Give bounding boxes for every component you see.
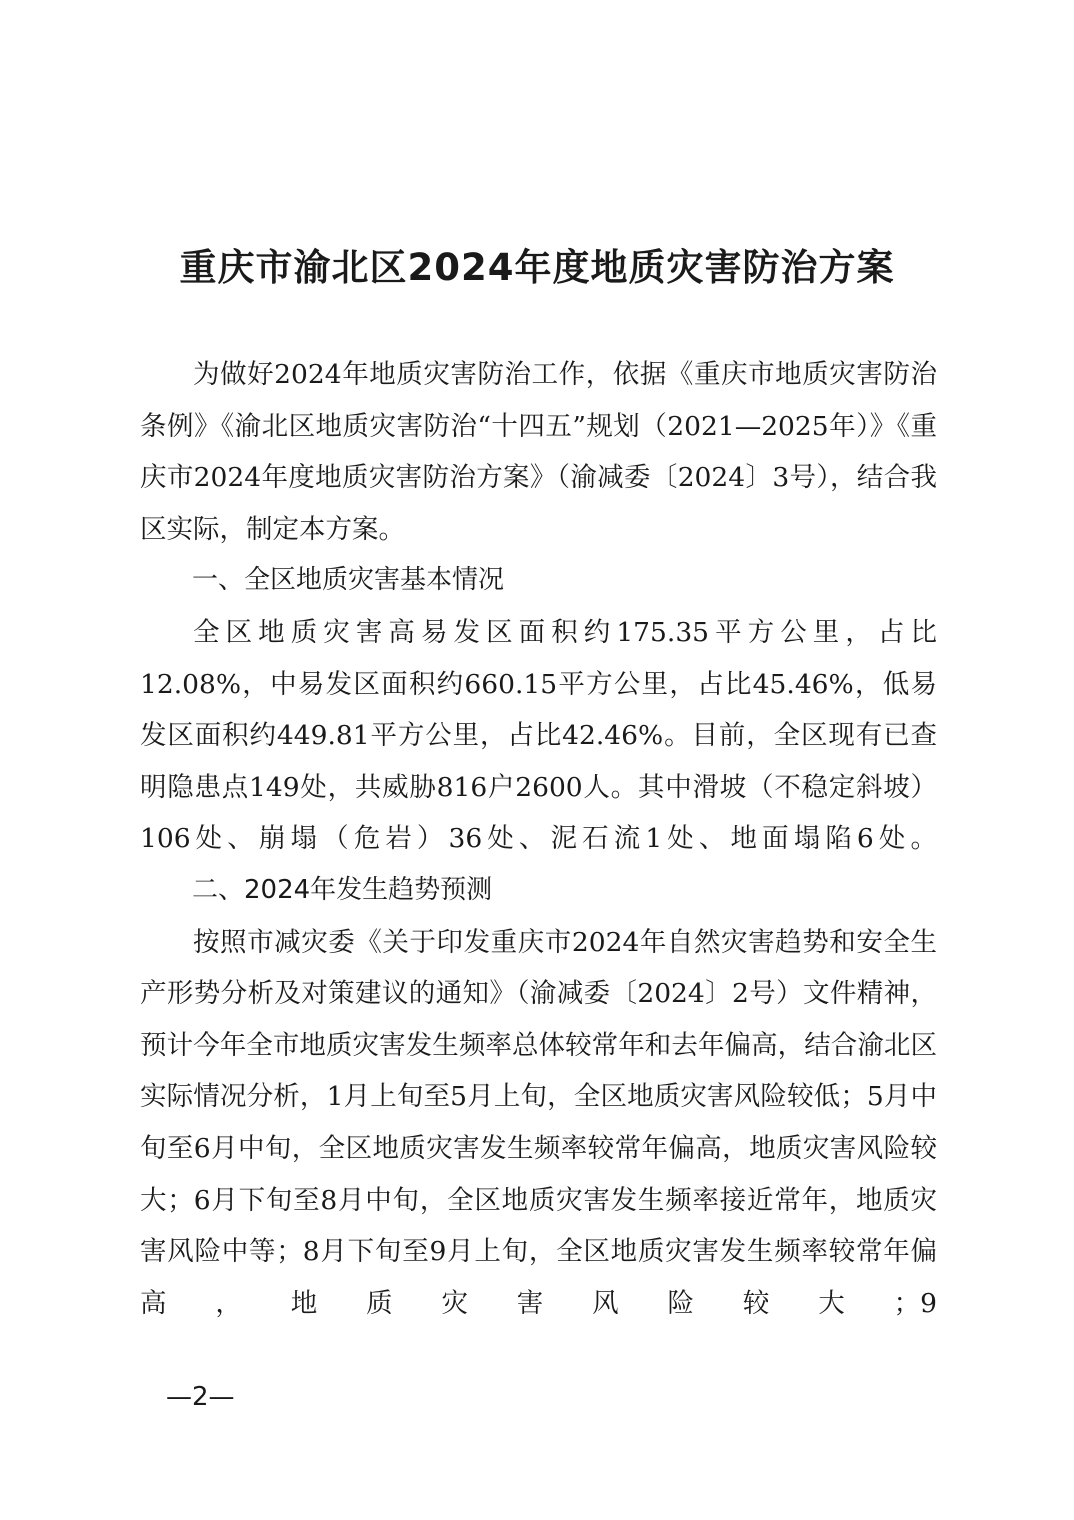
section-heading-trend-forecast: 二、2024年发生趋势预测 <box>192 874 493 905</box>
section-paragraph-basic-situation: 全区地质灾害高易发区面积约175.35平方公里，占比12.08%，中易发区面积约660.15平方公里，占比45.46%，低易发区面积约449.81平方公里，占比42.46%。目前，全区现有已查明隐患点149处，共威胁816户2600人。其中滑坡（不稳定斜坡）106处、崩塌（危岩）36处、泥石流1处、地面塌陷6处。 <box>140 616 937 855</box>
document-body <box>140 349 937 1329</box>
section-paragraph-trend-forecast: 按照市减灾委《关于印发重庆市2024年自然灾害趋势和安全生产形势分析及对策建议的通知》（渝减委〔2024〕2号）文件精神，预计今年全市地质灾害发生频率总体较常年和去年偏高，结合渝北区实际情况分析，1月上旬至5月上旬，全区地质灾害风险较低；5月中旬至6月中旬，全区地质灾害发生频率较常年偏高，地质灾害风险较大；6月下旬至8月中旬，全区地质灾害发生频率接近常年，地质灾害风险中等；8月下旬至9月上旬，全区地质灾害发生频率较常年偏高，地质灾害风险较大；9 <box>140 926 937 1319</box>
document-title: 重庆市渝北区2024年度地质灾害防治方案 <box>179 246 895 289</box>
page-number: —2— <box>166 1382 235 1412</box>
section-heading-basic-situation: 一、全区地质灾害基本情况 <box>192 565 505 596</box>
intro-paragraph: 为做好2024年地质灾害防治工作，依据《重庆市地质灾害防治条例》《渝北区地质灾害防治“十四五”规划（2021—2025年）》《重庆市2024年度地质灾害防治方案》（渝减委〔2024〕3号），结合我区实际，制定本方案。 <box>140 359 937 545</box>
